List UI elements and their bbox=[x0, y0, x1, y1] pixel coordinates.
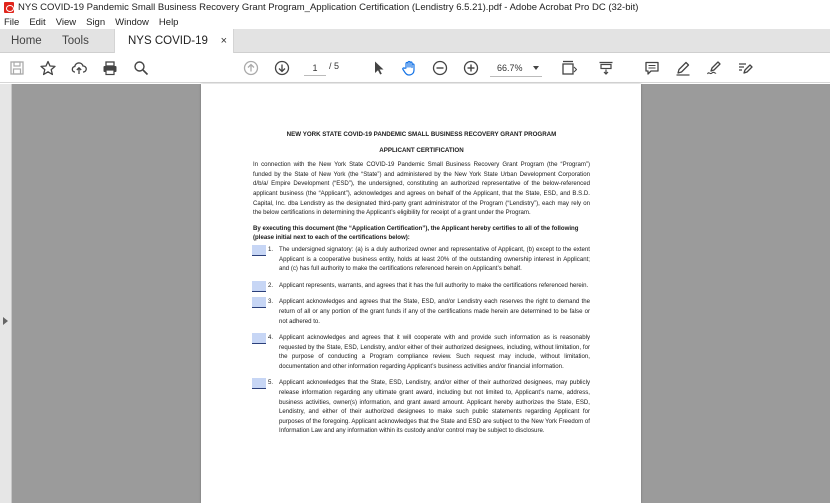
page-total: / 5 bbox=[329, 61, 340, 71]
expand-pane-arrow-icon[interactable] bbox=[3, 317, 8, 325]
item-text: Applicant represents, warrants, and agrees that it has the full authority to make the certifications referenced herein. bbox=[279, 281, 589, 289]
initial-field[interactable] bbox=[252, 378, 266, 389]
menu-file[interactable]: File bbox=[4, 16, 20, 28]
initial-field[interactable] bbox=[252, 333, 266, 344]
document-heading: NEW YORK STATE COVID-19 PANDEMIC SMALL BUSINESS RECOVERY GRANT PROGRAM bbox=[286, 131, 557, 138]
menu-edit[interactable]: Edit bbox=[29, 16, 46, 28]
certification-item bbox=[253, 245, 590, 274]
menu-view[interactable]: View bbox=[55, 16, 77, 28]
toolbar bbox=[0, 54, 830, 83]
navigation-pane-strip[interactable] bbox=[0, 84, 12, 503]
acrobat-icon bbox=[4, 2, 14, 13]
item-number: 1. bbox=[268, 245, 274, 253]
title-bar bbox=[0, 0, 830, 15]
fit-page-icon[interactable] bbox=[560, 59, 578, 77]
item-number: 2. bbox=[268, 281, 274, 289]
initial-field[interactable] bbox=[252, 245, 266, 256]
tab-tools[interactable]: Tools bbox=[62, 35, 89, 47]
item-text: Applicant acknowledges that the State, ESD, Lendistry, and/or either of their authorized designees, may publicly release information regarding any ultimate grant award, including but not limited to, Applicant’s name, address, business activities, owner(s) information, and grant award amount. Applicant hereby authorizes the State, ESD, Lendistry, and either of their authorized designees to make such public statements regarding Applicant for purposes of the foregoing. Applicant acknowledges that the State and ESD are subject to the New York Freedom of Information Law and any information within its custody and/or control may be subject to disclosure. bbox=[279, 379, 590, 435]
print-icon[interactable] bbox=[101, 59, 119, 77]
save-icon[interactable] bbox=[8, 59, 26, 77]
initial-field[interactable] bbox=[252, 297, 266, 308]
tab-bar bbox=[0, 29, 830, 53]
tab-document-label: NYS COVID-19 bbox=[128, 35, 208, 47]
document-body bbox=[253, 130, 590, 436]
menu-bar bbox=[0, 15, 830, 29]
certification-item bbox=[253, 281, 590, 291]
item-number: 3. bbox=[268, 298, 274, 306]
zoom-out-icon[interactable] bbox=[431, 59, 449, 77]
item-number: 5. bbox=[268, 379, 274, 387]
scroll-mode-icon[interactable] bbox=[597, 59, 615, 77]
initial-field[interactable] bbox=[252, 281, 266, 292]
certification-item bbox=[253, 333, 590, 371]
menu-sign[interactable]: Sign bbox=[86, 16, 106, 28]
chevron-down-icon bbox=[533, 66, 539, 70]
highlight-pen-icon[interactable] bbox=[674, 59, 692, 77]
document-viewer[interactable] bbox=[0, 84, 830, 503]
pdf-page bbox=[201, 84, 641, 503]
fill-sign-icon[interactable] bbox=[736, 59, 754, 77]
bookmark-star-icon[interactable] bbox=[39, 59, 57, 77]
previous-page-icon[interactable] bbox=[242, 59, 260, 77]
document-subheading: APPLICANT CERTIFICATION bbox=[379, 146, 464, 154]
menu-help[interactable]: Help bbox=[158, 16, 179, 28]
intro-paragraph: In connection with the New York State COVID-19 Pandemic Small Business Recovery Grant Program (the “Program”) funded by the State of New York (the “State”) and administered by the New York State Urban Development Corporation d/b/a/ Empire Development (“ESD”), the undersigned, constituting an authorized representative of the below-referenced applicant business (the “Applicant”), acknowledges and agrees on behalf of the Applicant, that the State, ESD, and B.S.D. Capital, Inc. dba Lendistry as the designated third-party grant administrator of the Program (“Lendistry”), each may rely on the below certifications in determining the Applicant’s eligibility for receipt of a grant under the Program. bbox=[253, 161, 590, 217]
zoom-level-value: 66.7% bbox=[497, 63, 523, 73]
item-text: The undersigned signatory: (a) is a duly authorized owner and representative of Applicant, (b) except to the extent Applicant is a cooperative business entity, holds at least 20% of the outstanding ownership interest in Applicant; and (c) has full authority to make the certifications referenced herein on Applicant’s behalf. bbox=[279, 245, 590, 273]
item-number: 4. bbox=[268, 334, 274, 342]
sign-pen-icon[interactable] bbox=[705, 59, 723, 77]
tab-home[interactable]: Home bbox=[11, 35, 42, 47]
zoom-level-dropdown[interactable] bbox=[490, 59, 542, 77]
hand-tool-icon[interactable] bbox=[400, 59, 418, 77]
page-number-input[interactable] bbox=[304, 60, 326, 76]
certification-item bbox=[253, 297, 590, 326]
item-text: Applicant acknowledges and agrees that it will cooperate with and provide such information as is reasonably requested by the State, ESD, Lendistry, and/or either of their authorized designees, including, without limitation, for the purpose of conducting a Program compliance review. Such request may include, without limitation, documentation and other information regarding Applicant’s business activities and/or financial information. bbox=[279, 334, 590, 370]
item-text: Applicant acknowledges and agrees that the State, ESD, and/or Lendistry each reserves the right to demand the return of all or any portion of the grant funds if any of the certifications made herein are determined to be false or not adhered to. bbox=[279, 298, 590, 325]
upload-cloud-icon[interactable] bbox=[70, 59, 88, 77]
certification-item bbox=[253, 378, 590, 436]
select-cursor-icon[interactable] bbox=[370, 59, 388, 77]
find-magnifier-icon[interactable] bbox=[132, 59, 150, 77]
next-page-icon[interactable] bbox=[273, 59, 291, 77]
close-tab-icon[interactable]: × bbox=[220, 35, 227, 47]
window-title: NYS COVID-19 Pandemic Small Business Recovery Grant Program_Application Certification (Lendistry 6.5.21).pdf - Adobe Acrobat Pro DC (32-bit) bbox=[18, 2, 639, 13]
menu-window[interactable]: Window bbox=[115, 16, 149, 28]
certification-lead: By executing this document (the “Application Certification”), the Applicant hereby certifies to all of the following (please initial next to each of the certifications below): bbox=[253, 224, 579, 242]
zoom-in-icon[interactable] bbox=[462, 59, 480, 77]
tab-document[interactable] bbox=[114, 29, 234, 53]
comment-icon[interactable] bbox=[643, 59, 661, 77]
